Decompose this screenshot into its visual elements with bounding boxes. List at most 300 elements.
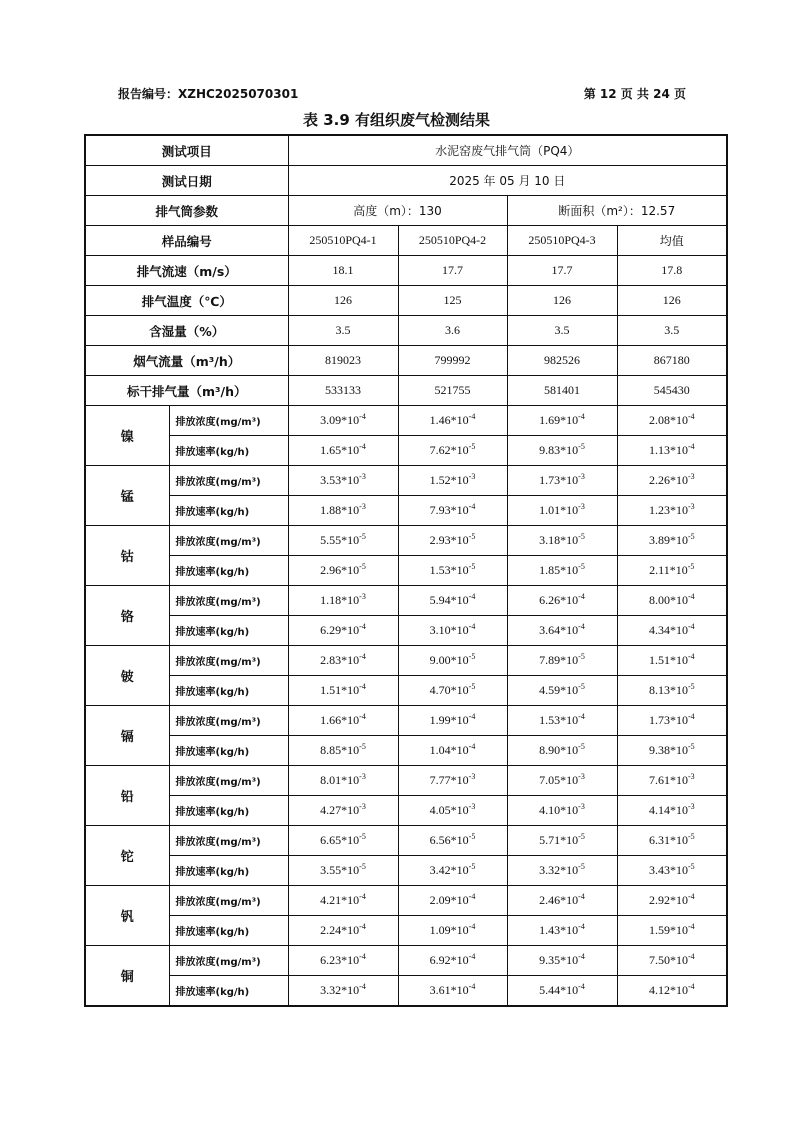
value-base: 4.10*10: [539, 803, 579, 817]
row-value: 3.5: [617, 316, 727, 346]
measurement-value: [398, 586, 507, 616]
metal-name: 铍: [85, 646, 169, 706]
value-exponent: -5: [578, 442, 585, 451]
table-row: [85, 676, 727, 706]
table-row: [85, 496, 727, 526]
value-base: 7.62*10: [429, 443, 469, 457]
measurement-value: [288, 976, 398, 1007]
metal-name: 铅: [85, 766, 169, 826]
row-value: 581401: [507, 376, 617, 406]
measurement-value: [398, 646, 507, 676]
metal-name: 铊: [85, 826, 169, 886]
value-exponent: -5: [359, 832, 366, 841]
rate-label: 排放速率(kg/h): [169, 736, 288, 766]
row-label: 排气流速（m/s）: [85, 256, 288, 286]
date-label: 测试日期: [85, 166, 288, 196]
metal-name: 钒: [85, 886, 169, 946]
value-exponent: -4: [687, 982, 695, 991]
measurement-value: [617, 646, 727, 676]
table-row: [85, 736, 727, 766]
measurement-value: [398, 496, 507, 526]
value-base: 4.12*10: [648, 983, 688, 997]
value-exponent: -3: [578, 772, 585, 781]
table-row: [85, 286, 727, 316]
value-exponent: -4: [687, 622, 695, 631]
params-label: 排气筒参数: [85, 196, 288, 226]
value-base: 6.56*10: [429, 833, 469, 847]
value-exponent: -4: [468, 712, 476, 721]
value-base: 2.46*10: [539, 893, 579, 907]
rate-label: 排放速率(kg/h): [169, 976, 288, 1007]
value-exponent: -5: [468, 562, 476, 571]
value-base: 2.11*10: [649, 563, 688, 577]
concentration-label: 排放浓度(mg/m³): [169, 406, 288, 436]
report-number: 报告编号：XZHC2025070301: [118, 87, 299, 101]
value-base: 4.59*10: [539, 683, 579, 697]
value-exponent: -4: [468, 922, 476, 931]
value-exponent: -3: [468, 472, 476, 481]
rate-label: 排放速率(kg/h): [169, 556, 288, 586]
value-exponent: -3: [687, 772, 695, 781]
value-exponent: -4: [359, 892, 366, 901]
value-exponent: -5: [578, 562, 585, 571]
rate-label: 排放速率(kg/h): [169, 856, 288, 886]
measurement-value: [617, 616, 727, 646]
row-value: 3.5: [507, 316, 617, 346]
value-base: 3.55*10: [320, 863, 360, 877]
row-value: 17.8: [617, 256, 727, 286]
value-base: 2.96*10: [320, 563, 360, 577]
value-base: 6.65*10: [320, 833, 360, 847]
measurement-value: [507, 586, 617, 616]
table-row: [85, 196, 727, 226]
table-row: [85, 526, 727, 556]
value-base: 9.38*10: [648, 743, 688, 757]
sample-id: 250510PQ4-3: [507, 226, 617, 256]
value-base: 6.29*10: [320, 623, 360, 637]
value-base: 1.13*10: [648, 443, 688, 457]
value-base: 1.51*10: [648, 653, 688, 667]
table-row: [85, 346, 727, 376]
value-exponent: -3: [687, 502, 695, 511]
value-base: 1.85*10: [539, 563, 579, 577]
value-base: 8.13*10: [648, 683, 688, 697]
value-exponent: -3: [359, 592, 366, 601]
measurement-value: [507, 826, 617, 856]
value-base: 3.89*10: [648, 533, 688, 547]
value-base: 2.08*10: [648, 413, 688, 427]
measurement-value: [507, 736, 617, 766]
value-exponent: -5: [359, 742, 366, 751]
rate-label: 排放速率(kg/h): [169, 796, 288, 826]
value-base: 4.21*10: [320, 893, 360, 907]
value-exponent: -3: [359, 802, 366, 811]
value-base: 1.59*10: [648, 923, 688, 937]
value-exponent: -4: [359, 652, 366, 661]
measurement-value: [398, 856, 507, 886]
metal-name: 镍: [85, 406, 169, 466]
measurement-value: [288, 526, 398, 556]
value-base: 3.10*10: [429, 623, 469, 637]
value-exponent: -3: [687, 802, 695, 811]
measurement-value: [507, 406, 617, 436]
rate-label: 排放速率(kg/h): [169, 676, 288, 706]
value-exponent: -4: [687, 592, 695, 601]
value-exponent: -4: [578, 922, 585, 931]
value-exponent: -5: [578, 682, 585, 691]
table-row: [85, 946, 727, 976]
value-exponent: -4: [359, 682, 366, 691]
value-base: 8.90*10: [539, 743, 579, 757]
value-exponent: -4: [578, 712, 585, 721]
concentration-label: 排放浓度(mg/m³): [169, 706, 288, 736]
measurement-value: [288, 796, 398, 826]
value-base: 7.89*10: [539, 653, 579, 667]
measurement-value: [288, 466, 398, 496]
measurement-value: [288, 946, 398, 976]
value-base: 1.73*10: [648, 713, 688, 727]
measurement-value: [617, 706, 727, 736]
value-exponent: -5: [687, 832, 695, 841]
value-base: 2.24*10: [320, 923, 360, 937]
measurement-value: [617, 826, 727, 856]
measurement-value: [617, 796, 727, 826]
value-exponent: -5: [359, 862, 366, 871]
value-exponent: -4: [687, 712, 695, 721]
table-row: [85, 256, 727, 286]
metal-name: 铬: [85, 586, 169, 646]
measurement-value: [617, 436, 727, 466]
value-exponent: -5: [578, 742, 585, 751]
table-row: [85, 376, 727, 406]
row-value: 126: [617, 286, 727, 316]
measurement-value: [507, 526, 617, 556]
value-exponent: -4: [359, 412, 366, 421]
measurement-value: [617, 886, 727, 916]
value-base: 3.32*10: [539, 863, 579, 877]
value-base: 4.05*10: [429, 803, 469, 817]
measurement-value: [507, 916, 617, 946]
value-exponent: -5: [578, 532, 585, 541]
value-base: 2.83*10: [320, 653, 360, 667]
measurement-value: [288, 886, 398, 916]
table-row: [85, 466, 727, 496]
value-base: 8.00*10: [648, 593, 688, 607]
sample-label: 样品编号: [85, 226, 288, 256]
rate-label: 排放速率(kg/h): [169, 616, 288, 646]
row-value: 533133: [288, 376, 398, 406]
measurement-value: [617, 976, 727, 1007]
table-row: [85, 616, 727, 646]
row-value: 18.1: [288, 256, 398, 286]
row-value: 521755: [398, 376, 507, 406]
measurement-value: [398, 916, 507, 946]
measurement-value: [398, 886, 507, 916]
measurement-value: [398, 556, 507, 586]
value-exponent: -4: [468, 622, 476, 631]
value-base: 1.09*10: [429, 923, 469, 937]
measurement-value: [288, 916, 398, 946]
value-base: 1.23*10: [648, 503, 688, 517]
concentration-label: 排放浓度(mg/m³): [169, 886, 288, 916]
page-number: 第 12 页 共 24 页: [583, 87, 686, 101]
value-base: 1.52*10: [429, 473, 469, 487]
value-exponent: -4: [578, 982, 585, 991]
value-base: 6.23*10: [320, 953, 360, 967]
row-value: 126: [288, 286, 398, 316]
value-exponent: -4: [468, 502, 476, 511]
value-base: 6.26*10: [539, 593, 579, 607]
value-exponent: -3: [359, 502, 366, 511]
value-base: 1.43*10: [539, 923, 579, 937]
value-base: 1.18*10: [320, 593, 360, 607]
measurement-value: [398, 466, 507, 496]
concentration-label: 排放浓度(mg/m³): [169, 646, 288, 676]
row-value: 17.7: [507, 256, 617, 286]
measurement-value: [398, 976, 507, 1007]
value-base: 7.77*10: [429, 773, 469, 787]
date-value: 2025 年 05 月 10 日: [288, 166, 727, 196]
value-base: 3.09*10: [320, 413, 360, 427]
concentration-label: 排放浓度(mg/m³): [169, 526, 288, 556]
results-table-body: [85, 135, 727, 1006]
item-value: 水泥窑废气排气筒（PQ4）: [288, 135, 727, 166]
row-value: 3.5: [288, 316, 398, 346]
value-exponent: -5: [687, 682, 695, 691]
measurement-value: [507, 796, 617, 826]
value-base: 1.53*10: [429, 563, 469, 577]
value-exponent: -3: [359, 472, 366, 481]
measurement-value: [617, 736, 727, 766]
value-exponent: -5: [468, 832, 476, 841]
value-exponent: -5: [687, 862, 695, 871]
measurement-value: [617, 946, 727, 976]
value-base: 9.00*10: [429, 653, 469, 667]
value-exponent: -4: [468, 592, 476, 601]
value-exponent: -5: [359, 562, 366, 571]
value-exponent: -4: [359, 982, 366, 991]
row-value: 17.7: [398, 256, 507, 286]
measurement-value: [398, 406, 507, 436]
measurement-value: [507, 646, 617, 676]
rate-label: 排放速率(kg/h): [169, 436, 288, 466]
value-base: 1.99*10: [429, 713, 469, 727]
value-exponent: -5: [578, 832, 585, 841]
metal-name: 镉: [85, 706, 169, 766]
value-exponent: -4: [578, 592, 585, 601]
value-exponent: -5: [687, 532, 695, 541]
value-base: 5.55*10: [320, 533, 360, 547]
value-base: 4.14*10: [648, 803, 688, 817]
value-base: 4.70*10: [429, 683, 469, 697]
value-base: 6.31*10: [648, 833, 688, 847]
measurement-value: [398, 616, 507, 646]
table-row: [85, 796, 727, 826]
table-row: [85, 916, 727, 946]
table-row: [85, 166, 727, 196]
sample-id: 250510PQ4-1: [288, 226, 398, 256]
row-value: 799992: [398, 346, 507, 376]
measurement-value: [617, 556, 727, 586]
value-exponent: -5: [687, 562, 695, 571]
value-base: 1.65*10: [320, 443, 360, 457]
measurement-value: [617, 916, 727, 946]
value-base: 1.01*10: [539, 503, 579, 517]
item-label: 测试项目: [85, 135, 288, 166]
value-exponent: -3: [578, 472, 585, 481]
sample-average: 均值: [617, 226, 727, 256]
value-exponent: -5: [359, 532, 366, 541]
measurement-value: [398, 676, 507, 706]
value-base: 5.71*10: [539, 833, 579, 847]
value-exponent: -3: [687, 472, 695, 481]
measurement-value: [288, 646, 398, 676]
table-row: [85, 976, 727, 1007]
area-value: 断面积（m²）：12.57: [507, 196, 727, 226]
row-value: 819023: [288, 346, 398, 376]
value-base: 1.66*10: [320, 713, 360, 727]
table-row: [85, 135, 727, 166]
sample-id: 250510PQ4-2: [398, 226, 507, 256]
table-row: [85, 826, 727, 856]
value-exponent: -5: [687, 742, 695, 751]
value-base: 2.26*10: [648, 473, 688, 487]
measurement-value: [398, 526, 507, 556]
value-base: 6.92*10: [429, 953, 469, 967]
table-title: 表 3.9 有组织废气检测结果: [302, 111, 491, 129]
measurement-value: [617, 526, 727, 556]
measurement-value: [288, 556, 398, 586]
row-value: 125: [398, 286, 507, 316]
measurement-value: [288, 766, 398, 796]
row-value: 3.6: [398, 316, 507, 346]
measurement-value: [617, 406, 727, 436]
measurement-value: [617, 676, 727, 706]
measurement-value: [398, 436, 507, 466]
value-exponent: -3: [468, 772, 476, 781]
value-base: 7.61*10: [648, 773, 688, 787]
measurement-value: [398, 706, 507, 736]
value-exponent: -4: [359, 622, 366, 631]
rate-label: 排放速率(kg/h): [169, 916, 288, 946]
value-exponent: -4: [359, 952, 366, 961]
value-base: 3.53*10: [320, 473, 360, 487]
value-base: 1.46*10: [429, 413, 469, 427]
measurement-value: [288, 676, 398, 706]
table-row: [85, 556, 727, 586]
value-base: 2.93*10: [429, 533, 469, 547]
results-table: [84, 134, 728, 1007]
value-exponent: -4: [687, 652, 695, 661]
measurement-value: [288, 406, 398, 436]
table-row: [85, 706, 727, 736]
value-base: 3.32*10: [320, 983, 360, 997]
value-exponent: -5: [468, 532, 476, 541]
table-row: [85, 406, 727, 436]
value-exponent: -4: [359, 712, 366, 721]
value-exponent: -4: [468, 952, 476, 961]
value-exponent: -4: [687, 892, 695, 901]
value-base: 8.85*10: [320, 743, 360, 757]
metal-name: 钴: [85, 526, 169, 586]
measurement-value: [398, 946, 507, 976]
value-base: 3.18*10: [539, 533, 579, 547]
measurement-value: [507, 976, 617, 1007]
concentration-label: 排放浓度(mg/m³): [169, 586, 288, 616]
measurement-value: [507, 556, 617, 586]
value-exponent: -4: [468, 742, 476, 751]
measurement-value: [288, 856, 398, 886]
value-base: 5.94*10: [429, 593, 469, 607]
measurement-value: [507, 676, 617, 706]
measurement-value: [288, 436, 398, 466]
value-base: 4.27*10: [320, 803, 360, 817]
value-base: 7.05*10: [539, 773, 579, 787]
row-label: 含湿量（%）: [85, 316, 288, 346]
measurement-value: [288, 496, 398, 526]
table-row: [85, 436, 727, 466]
table-row: [85, 316, 727, 346]
value-exponent: -3: [578, 802, 585, 811]
value-base: 3.64*10: [539, 623, 579, 637]
value-exponent: -4: [468, 412, 476, 421]
row-label: 标干排气量（m³/h）: [85, 376, 288, 406]
row-value: 867180: [617, 346, 727, 376]
measurement-value: [288, 736, 398, 766]
concentration-label: 排放浓度(mg/m³): [169, 826, 288, 856]
value-base: 2.09*10: [429, 893, 469, 907]
value-exponent: -4: [578, 622, 585, 631]
row-value: 545430: [617, 376, 727, 406]
measurement-value: [507, 886, 617, 916]
value-base: 4.34*10: [648, 623, 688, 637]
value-base: 1.51*10: [320, 683, 360, 697]
measurement-value: [617, 496, 727, 526]
value-base: 7.93*10: [429, 503, 469, 517]
value-base: 8.01*10: [320, 773, 360, 787]
concentration-label: 排放浓度(mg/m³): [169, 766, 288, 796]
value-base: 3.61*10: [429, 983, 469, 997]
measurement-value: [507, 616, 617, 646]
value-base: 1.53*10: [539, 713, 579, 727]
table-row: [85, 766, 727, 796]
value-exponent: -3: [359, 772, 366, 781]
measurement-value: [617, 766, 727, 796]
measurement-value: [398, 826, 507, 856]
rate-label: 排放速率(kg/h): [169, 496, 288, 526]
value-exponent: -3: [578, 502, 585, 511]
table-row: [85, 646, 727, 676]
row-label: 排气温度（℃）: [85, 286, 288, 316]
row-value: 982526: [507, 346, 617, 376]
measurement-value: [507, 856, 617, 886]
page-header: [118, 85, 686, 105]
value-base: 9.35*10: [539, 953, 579, 967]
value-base: 7.50*10: [648, 953, 688, 967]
value-exponent: -4: [687, 442, 695, 451]
value-exponent: -4: [468, 982, 476, 991]
value-base: 3.42*10: [429, 863, 469, 877]
value-base: 3.43*10: [648, 863, 688, 877]
value-exponent: -5: [468, 442, 476, 451]
value-exponent: -5: [578, 862, 585, 871]
metal-name: 铜: [85, 946, 169, 1007]
value-exponent: -4: [359, 922, 366, 931]
value-exponent: -4: [687, 922, 695, 931]
value-exponent: -5: [468, 682, 476, 691]
measurement-value: [398, 796, 507, 826]
measurement-value: [507, 946, 617, 976]
